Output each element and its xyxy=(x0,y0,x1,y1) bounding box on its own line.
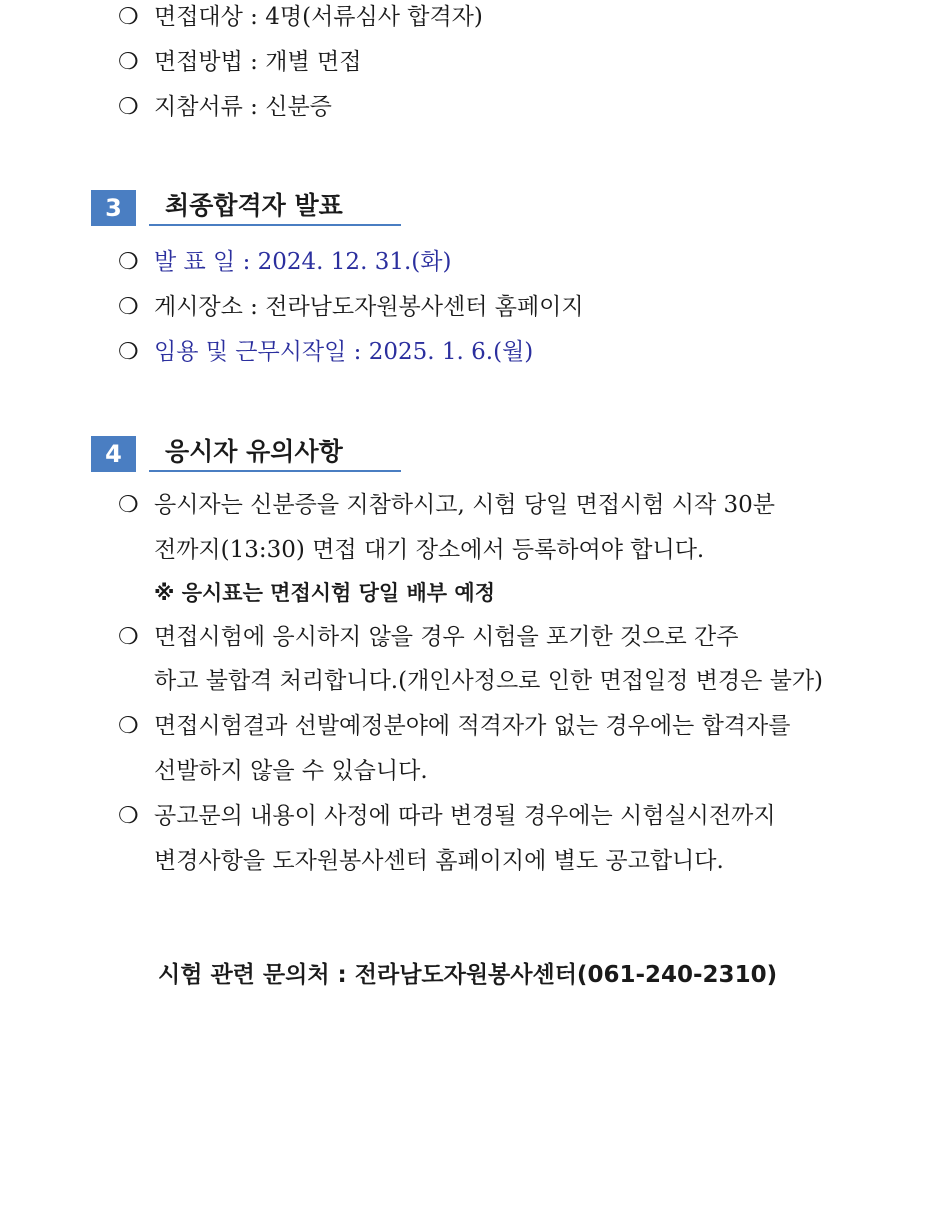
section-number-badge: 4 xyxy=(91,436,136,472)
notice-item-1-cont: 전까지(13:30) 면접 대기 장소에서 등록하여야 합니다. xyxy=(154,537,705,563)
bullet-icon: ❍ xyxy=(118,492,139,518)
section-number-badge: 3 xyxy=(91,190,136,226)
bullet-icon: ❍ xyxy=(118,339,139,365)
bullet-icon: ❍ xyxy=(118,803,139,829)
section-underline xyxy=(149,224,401,226)
bullet-icon: ❍ xyxy=(118,49,139,75)
notice-item-3-cont: 선발하지 않을 수 있습니다. xyxy=(154,758,428,784)
notice-item-3: ❍ 면접시험결과 선발예정분야에 적격자가 없는 경우에는 합격자를 xyxy=(118,713,791,739)
bullet-icon: ❍ xyxy=(118,294,139,320)
section-title: 응시자 유의사항 xyxy=(165,437,343,466)
notice-item-4: ❍ 공고문의 내용이 사정에 따라 변경될 경우에는 시험실시전까지 xyxy=(118,803,776,829)
appointment-date: ❍ 임용 및 근무시작일 : 2025. 1. 6.(월) xyxy=(118,339,534,365)
bullet-icon: ❍ xyxy=(118,624,139,650)
section-underline xyxy=(149,470,401,472)
bullet-icon: ❍ xyxy=(118,249,139,275)
interview-documents: ❍ 지참서류 : 신분증 xyxy=(118,94,332,120)
bullet-icon: ❍ xyxy=(118,713,139,739)
notice-item-2: ❍ 면접시험에 응시하지 않을 경우 시험을 포기한 것으로 간주 xyxy=(118,624,739,650)
contact-info: 시험 관련 문의처 : 전라남도자원봉사센터(061-240-2310) xyxy=(158,962,778,988)
bullet-icon: ❍ xyxy=(118,94,139,120)
notice-item-2-cont: 하고 불합격 처리합니다.(개인사정으로 인한 면접일정 변경은 불가) xyxy=(154,668,824,694)
notice-item-4-cont: 변경사항을 도자원봉사센터 홈페이지에 별도 공고합니다. xyxy=(154,848,724,874)
interview-method: ❍ 면접방법 : 개별 면접 xyxy=(118,49,362,75)
bullet-icon: ❍ xyxy=(118,4,139,30)
announcement-location: ❍ 게시장소 : 전라남도자원봉사센터 홈페이지 xyxy=(118,294,584,320)
notice-note: ※ 응시표는 면접시험 당일 배부 예정 xyxy=(154,581,495,605)
section-title: 최종합격자 발표 xyxy=(165,191,343,220)
announcement-date: ❍ 발 표 일 : 2024. 12. 31.(화) xyxy=(118,249,452,275)
notice-item-1: ❍ 응시자는 신분증을 지참하시고, 시험 당일 면접시험 시작 30분 xyxy=(118,492,775,518)
interview-target: ❍ 면접대상 : 4명(서류심사 합격자) xyxy=(118,4,483,30)
